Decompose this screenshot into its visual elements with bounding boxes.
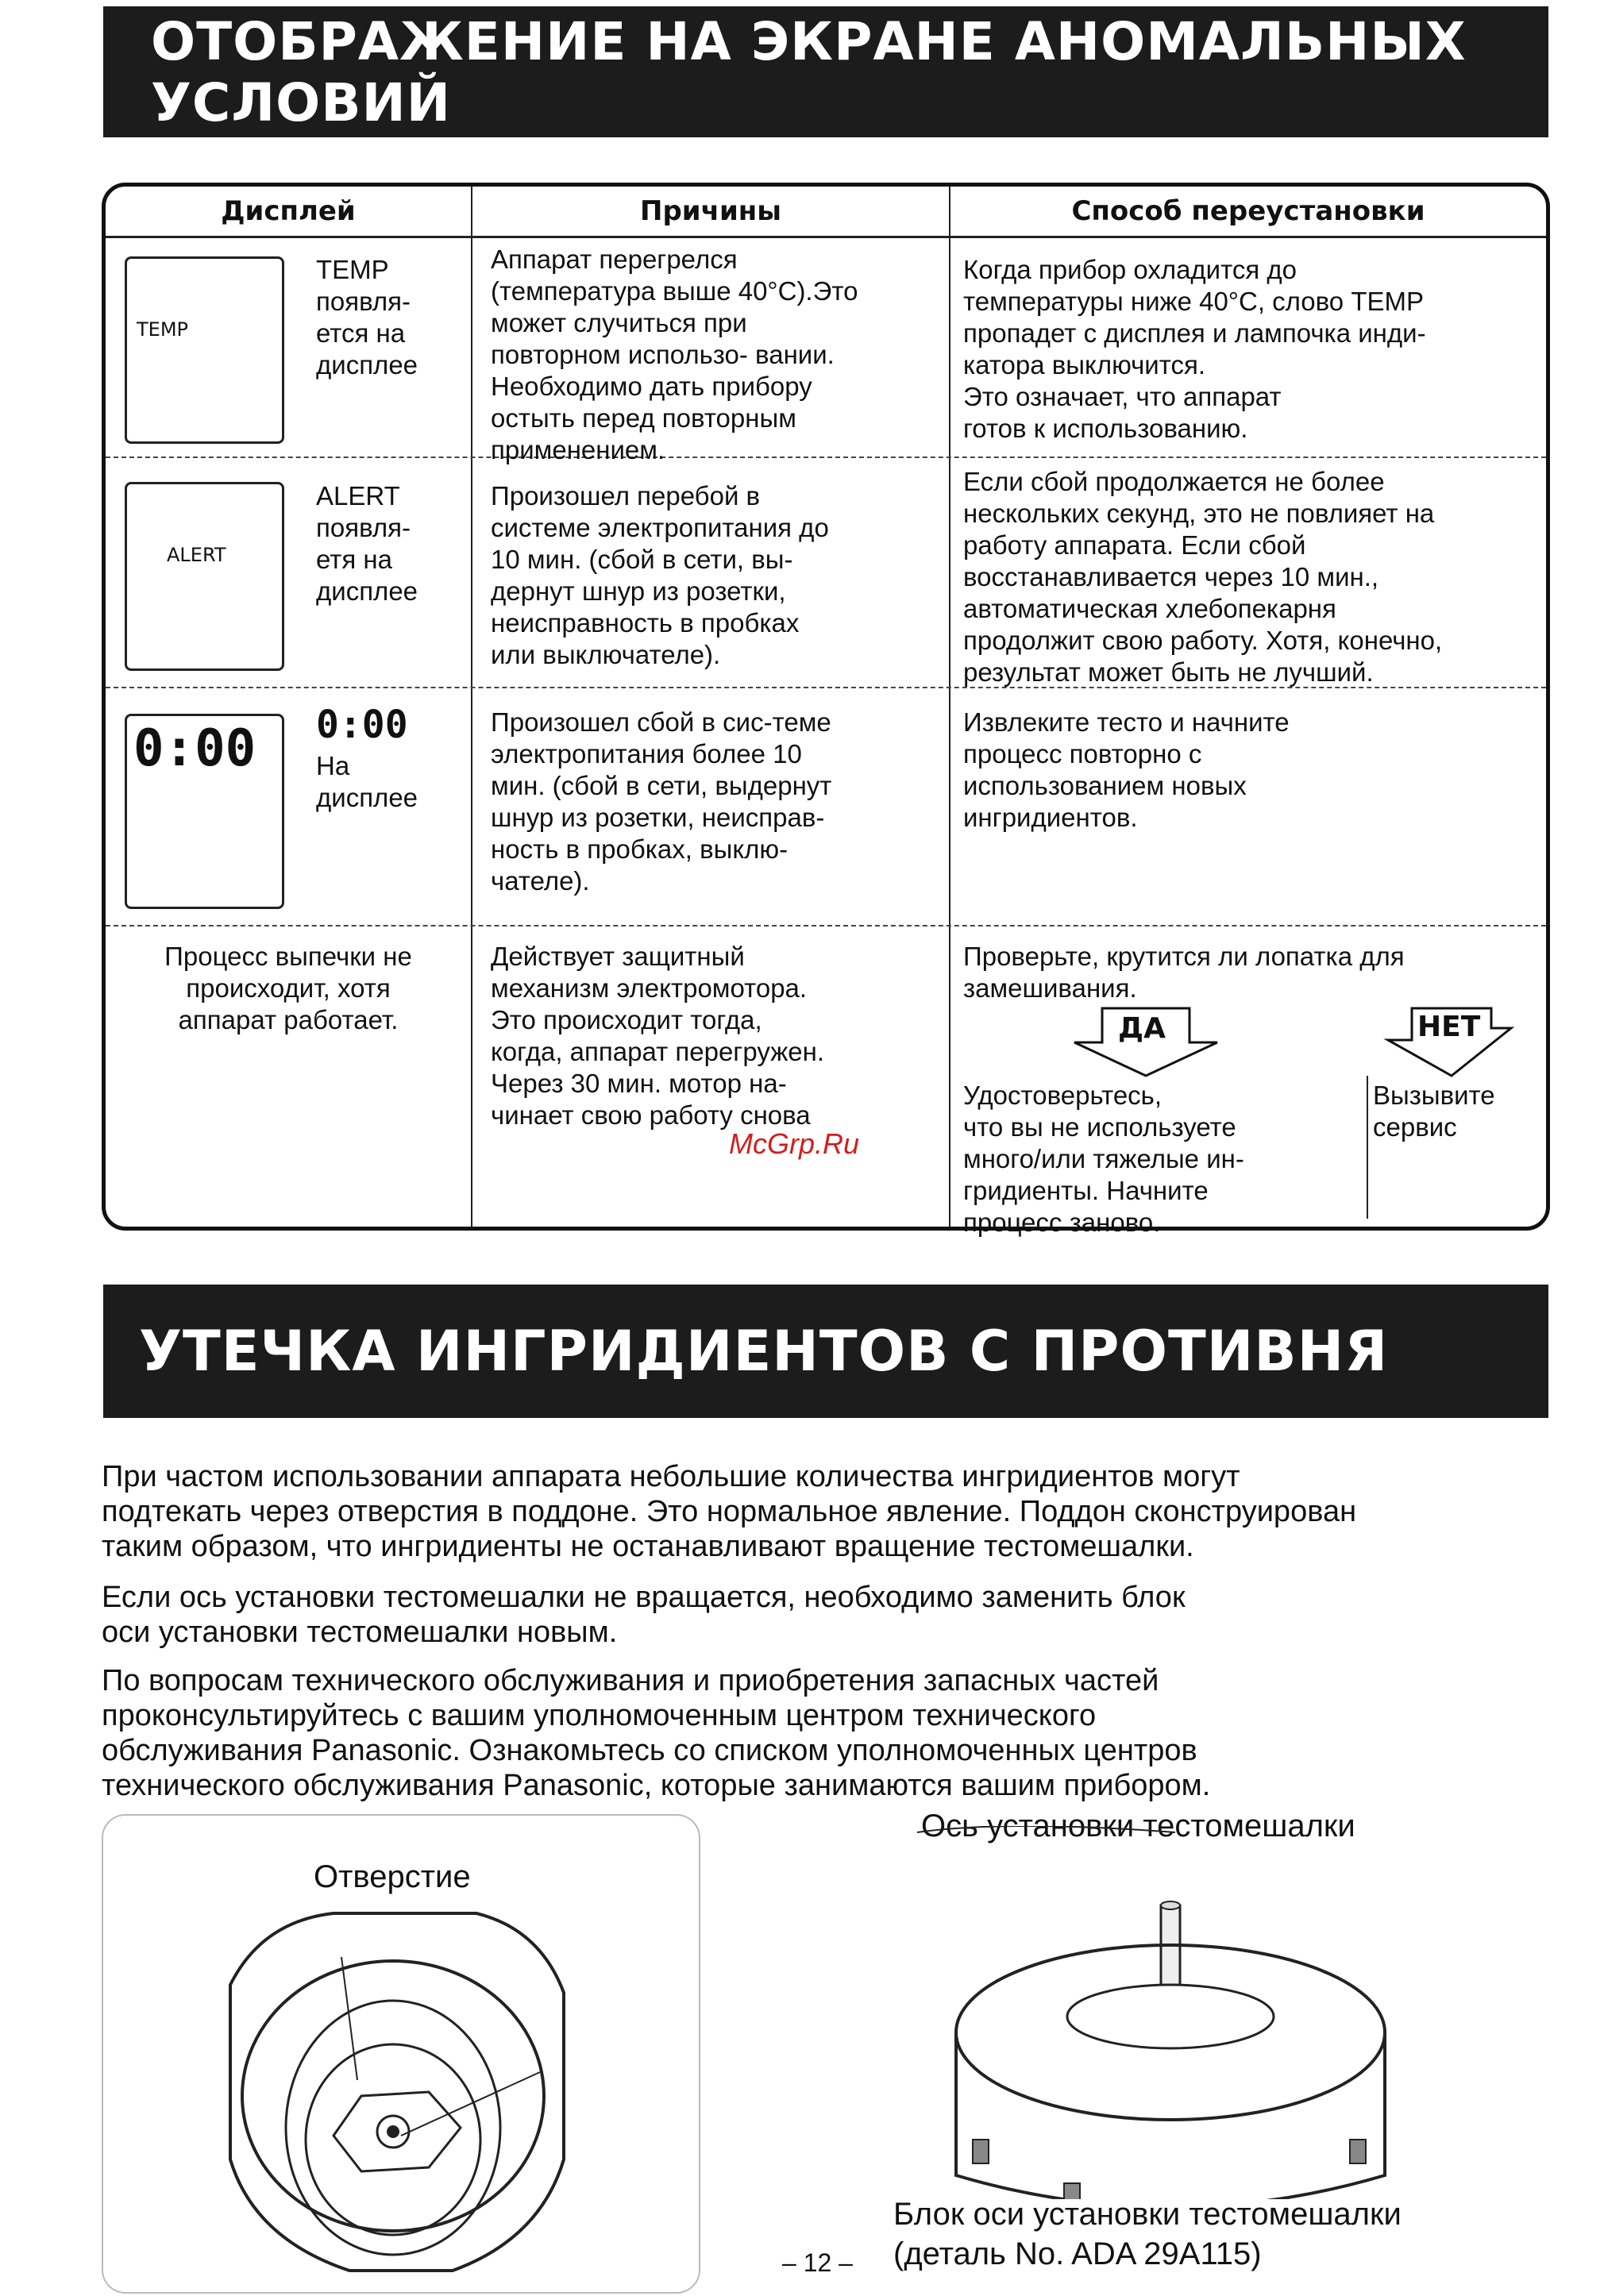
pan-bottom-illustration	[191, 1897, 635, 2294]
row-divider	[106, 925, 1546, 926]
watermark: McGrp.Ru	[729, 1127, 860, 1160]
header-reset: Способ переустановки	[1071, 195, 1425, 227]
lcd-display-temp: TEMP	[125, 256, 284, 444]
no-label: НЕТ	[1417, 1011, 1481, 1043]
display-text-temp: TEMP появля- ется на дисплее	[316, 255, 418, 379]
abnormal-conditions-table	[102, 183, 1550, 1237]
fix-intro-text: Проверьте, крутится ли лопатка для замешивания.	[963, 942, 1405, 1003]
cause-text-zero: Произошел сбой в сис-теме электропитания более 10 мин. (сбой в сети, выдернут шнур из розетки, неисправ- ность в пробках, выклю- чателе).	[491, 707, 832, 896]
yes-label: ДА	[1118, 1012, 1166, 1045]
caption-line1: Блок оси установки тестомешалки	[893, 2197, 1402, 2232]
yes-text: Удостоверьтесь, что вы не используете много/или тяжелые ин- гридиенты. Начните процесс заново.	[963, 1081, 1244, 1237]
paragraph-service: По вопросам технического обслуживания и приобретения запасных частей проконсультируйтесь с вашим уполномоченным центром технического обслуживания Panasonic. Ознакомьтесь со списком уполномоченных центров технического обслуживания Panasonic, которые занимаются вашим прибором.	[102, 1664, 1211, 1802]
axis-label: Ось установки тестомешалки	[921, 1809, 1355, 1843]
paragraph-leakage-normal: При частом использовании аппарата небольшие количества ингридиентов могут подтекать через отверстия в поддоне. Это нормальное явление. Поддон сконструирован таким образом, что ингридиенты не останавливают вращение тестомешалки.	[102, 1460, 1357, 1563]
display-code-zero: 0:00	[316, 703, 408, 747]
cause-text-temp: Аппарат перегрелся (температура выше 40°C).Это может случиться при повторном использо- вании. Необходимо дать прибору остыть перед повторным применением.	[491, 245, 858, 464]
page-number: – 12 –	[782, 2248, 853, 2277]
column-divider	[949, 187, 950, 1227]
no-text: Вызывите сервис	[1373, 1081, 1495, 1142]
header-display: Дисплей	[221, 195, 356, 227]
display-text-zero: На дисплее	[316, 751, 418, 812]
header-causes: Причины	[639, 195, 782, 227]
fix-text-temp: Когда прибор охладится до температуры ниже 40°C, слово TEMP пропадет с дисплея и лампочка инди- катора выключится. Это означает, что аппарат готов к использованию.	[963, 255, 1426, 443]
fix-text-zero: Извлеките тесто и начните процесс повторно с использованием новых ингридиентов.	[963, 707, 1290, 832]
lcd-display-zero: 0:00	[125, 714, 284, 909]
cause-text-motor: Действует защитный механизм электромотора. Это происходит тогда, когда, аппарат перегружен. Через 30 мин. мотор на- чинает свою работу снова	[491, 942, 825, 1130]
cause-text-alert: Произошел перебой в системе электропитания до 10 мин. (сбой в сети, вы- дернут шнур из розетки, неисправность в пробках или выключателе).	[491, 481, 829, 669]
axis-unit-illustration	[794, 1826, 1398, 2199]
section-title-abnormal-display: ОТОБРАЖЕНИЕ НА ЭКРАНЕ АНОМАЛЬНЫХ УСЛОВИЙ	[103, 6, 1548, 137]
yes-no-divider	[1367, 1076, 1368, 1219]
hole-label: Отверстие	[314, 1859, 471, 1894]
display-text-alert: ALERT появля- етя на дисплее	[316, 481, 418, 606]
paragraph-replace-axis: Если ось установки тестомешалки не вращается, необходимо заменить блок оси установки тестомешалки новым.	[102, 1581, 1186, 1649]
header-divider	[106, 236, 1546, 238]
lcd-display-alert: ALERT	[125, 482, 284, 671]
column-divider	[471, 187, 472, 1227]
section-title-leakage: УТЕЧКА ИНГРИДИЕНТОВ С ПРОТИВНЯ	[103, 1285, 1548, 1418]
fix-text-alert: Если сбой продолжается не более нескольких секунд, это не повлияет на работу аппарата. Если сбой восстанавливается через 10 мин., автоматическая хлебопекарня продолжит свою работу. Хотя, конечно, результат может быть не лучший.	[963, 467, 1443, 687]
caption-line2: (деталь No. ADA 29A115)	[893, 2236, 1262, 2271]
display-text-not-baking: Процесс выпечки не происходит, хотя аппарат работает.	[164, 942, 412, 1034]
